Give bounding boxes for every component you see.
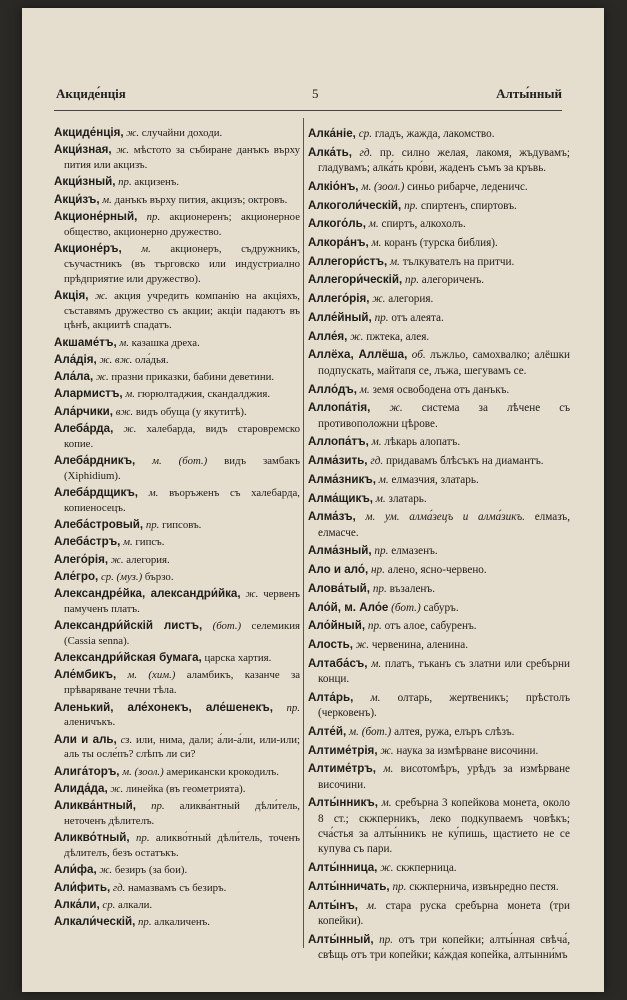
entry-headword: Аллегори́ческій, xyxy=(308,273,403,287)
entry-definition: гладъ, жажда, лакомство. xyxy=(374,128,495,140)
entry-grammar: пр. xyxy=(286,701,300,714)
entry-grammar: ср. xyxy=(358,128,373,140)
entry-grammar: м. ум. алма́зецъ и алма́зикъ. xyxy=(365,511,526,524)
dictionary-entry xyxy=(54,799,300,829)
entry-grammar: м. (хим.) xyxy=(127,669,176,682)
dictionary-entry xyxy=(308,145,570,177)
entry-grammar: гд. xyxy=(359,146,373,159)
entry-definition: червенина, аленина. xyxy=(371,639,469,651)
dictionary-entry xyxy=(54,518,300,533)
entry-definition: възаленъ. xyxy=(389,582,435,595)
dictionary-entry xyxy=(308,656,570,688)
entry-headword: Алига́торъ, xyxy=(54,764,120,778)
dictionary-entry xyxy=(308,216,570,232)
dictionary-entry xyxy=(308,637,570,653)
entry-grammar: м. xyxy=(119,336,129,349)
entry-definition: платъ, тъканъ съ златни или сребърни конци. xyxy=(318,657,571,686)
entry-grammar: ж. xyxy=(126,127,140,139)
dictionary-entry xyxy=(54,405,300,420)
entry-headword: Алкоголи́ческій, xyxy=(308,198,402,212)
dictionary-entry xyxy=(308,254,570,270)
dictionary-entry xyxy=(308,272,570,288)
entry-headword: Акци́зная, xyxy=(54,143,112,157)
entry-definition: акционеръ, съдружникъ, съучастникъ (въ търговско или индустриално прѣдприятие или дружество). xyxy=(64,242,301,285)
header-right-guide-word: Алты́нный xyxy=(496,86,562,101)
dictionary-entry xyxy=(54,668,300,698)
entry-definition: видъ обуща (у якутитѣ). xyxy=(135,405,247,418)
entry-grammar: пр. xyxy=(118,176,132,189)
dictionary-entry xyxy=(308,491,570,507)
entry-grammar: м. (зоол.) xyxy=(122,765,164,778)
entry-headword: Али и аль, xyxy=(54,732,117,746)
entry-definition: аликва́нтный дѣли́тель, неточенъ дѣлителъ. xyxy=(64,800,301,827)
entry-definition: акционеренъ; акционерное общество, акционерно дружество. xyxy=(64,210,300,238)
dictionary-entry xyxy=(308,761,570,793)
entry-grammar: м. xyxy=(125,388,135,401)
entry-grammar: м. xyxy=(371,436,382,449)
dictionary-entry xyxy=(308,291,570,307)
dictionary-entry xyxy=(308,879,570,895)
entry-headword: Алма́зить, xyxy=(308,454,368,468)
entry-headword: Алка́ніе, xyxy=(308,127,356,140)
header-rule xyxy=(54,110,562,111)
entry-definition: ола́дья. xyxy=(135,353,169,366)
entry-definition: червенъ памученъ платъ. xyxy=(64,588,301,615)
entry-headword: Акшаме́тъ, xyxy=(54,335,117,349)
entry-grammar: м. xyxy=(375,492,386,505)
entry-grammar: ж. xyxy=(380,862,394,875)
entry-definition: празни приказки, бабини деветини. xyxy=(111,371,275,384)
entry-grammar: пр. xyxy=(374,311,389,324)
entry-definition: мѣстото за събиране данъкъ върху пития или акцизъ. xyxy=(64,144,301,172)
entry-definition: отъ алеята. xyxy=(391,311,444,324)
entry-headword: Алты́нникъ, xyxy=(308,796,378,810)
entry-definition: царска хартия. xyxy=(204,652,272,665)
entry-headword: Алкора́нъ, xyxy=(308,236,369,250)
entry-headword: Александри́йскій листъ, xyxy=(54,619,203,633)
entry-headword: Алова́тый, xyxy=(308,581,371,595)
entry-definition: елмазъ, елмасче. xyxy=(318,511,571,539)
entry-definition: олтарь, жертвеникъ; прѣстолъ (черковенъ). xyxy=(318,691,571,720)
dictionary-entry xyxy=(54,370,300,385)
dictionary-entry xyxy=(54,863,300,878)
entry-headword: Алма́зный, xyxy=(308,544,372,558)
dictionary-entry xyxy=(54,193,300,208)
dictionary-entry xyxy=(308,310,570,326)
entry-grammar: пр. xyxy=(379,933,394,946)
dictionary-entry xyxy=(308,382,570,398)
entry-grammar: гд. xyxy=(112,881,126,894)
entry-grammar: м. xyxy=(383,763,394,776)
entry-headword: Алле́йный, xyxy=(308,310,372,324)
entry-definition: видъ замбакъ (Xiphidium). xyxy=(64,454,301,482)
entry-grammar: ж. xyxy=(99,864,113,877)
entry-headword: Алка́ли, xyxy=(54,897,100,911)
entry-headword: Алкали́ческій, xyxy=(54,915,136,928)
entry-headword: Алты́нничать, xyxy=(308,879,390,893)
entry-headword: Алеба́рдникъ, xyxy=(54,453,136,467)
entry-definition: аленичъкъ. xyxy=(64,716,116,729)
dictionary-entry xyxy=(308,179,570,195)
entry-grammar: ж. xyxy=(116,144,130,157)
entry-headword: Алло́дъ, xyxy=(308,382,357,396)
entry-grammar: м. xyxy=(359,383,370,396)
entry-definition: златарь. xyxy=(388,492,427,505)
entry-grammar: м. xyxy=(368,218,379,231)
entry-headword: Аликво́тный, xyxy=(54,831,130,845)
left-column xyxy=(54,126,300,932)
entry-headword: Алкого́ль, xyxy=(308,217,366,231)
entry-grammar: (бот.) xyxy=(391,601,421,614)
entry-grammar: ж. xyxy=(350,330,364,343)
dictionary-entry xyxy=(54,353,300,368)
dictionary-entry xyxy=(308,329,570,345)
entry-headword: Алтиме́трія, xyxy=(308,743,378,757)
entry-definition: спиртенъ, спиртовъ. xyxy=(420,199,517,212)
entry-headword: Али́фа, xyxy=(54,863,97,877)
entry-definition: безиръ (за бои). xyxy=(114,864,188,877)
entry-grammar: пр. xyxy=(405,274,419,287)
entry-definition: или, нима, дали; а́ли-а́ли, или-или; аль ты осле́пъ? слѣпъ ли си? xyxy=(64,733,300,761)
dictionary-entry xyxy=(54,336,300,351)
dictionary-entry xyxy=(54,765,300,780)
entry-definition: аликво́тный дѣли́тель, точенъ дѣлителъ, безъ остатъкъ. xyxy=(64,832,301,860)
entry-grammar: ж. xyxy=(123,422,137,435)
entry-definition: придавамъ блѣсъкъ на диамантъ. xyxy=(385,455,544,468)
entry-grammar: м. xyxy=(371,237,382,250)
entry-definition: алтея, ружа, елъръ слѣзъ. xyxy=(394,725,515,738)
entry-grammar: пр. xyxy=(372,582,387,595)
entry-grammar: пр. xyxy=(374,545,389,558)
entry-grammar: пр. xyxy=(367,620,382,633)
entry-headword: Ала́ла, xyxy=(54,370,94,384)
entry-definition: отъ алое, сабуренъ. xyxy=(384,620,477,633)
entry-headword: Алеба́стровый, xyxy=(54,518,144,532)
entry-definition: алегория. xyxy=(388,293,434,306)
entry-grammar: ср. xyxy=(102,898,116,911)
dictionary-entry xyxy=(54,831,300,861)
entry-headword: Али́фить, xyxy=(54,880,111,894)
entry-headword: Аликва́нтный, xyxy=(54,799,137,813)
entry-headword: Алле́я, xyxy=(308,329,348,343)
dictionary-entry xyxy=(54,553,300,568)
entry-definition: линейка (въ геометрията). xyxy=(125,782,246,795)
dictionary-entry xyxy=(308,618,570,634)
dictionary-entry xyxy=(54,289,300,334)
entry-headword: Акционе́рный, xyxy=(54,209,138,223)
entry-grammar: ж. xyxy=(372,293,386,306)
entry-grammar: пр. xyxy=(151,800,165,813)
entry-definition: пр. силно желая, лакомя, жъдувамъ; гладувамъ; алка́ть кро́ви, жаденъ съмъ за кръвь. xyxy=(318,146,571,175)
dictionary-entry xyxy=(54,915,300,930)
entry-headword: Аллопа́тія, xyxy=(308,401,371,415)
entry-definition: акция учредить компанію на акціяхъ, съставямъ дружество съ акции; акціи падаютъ въ цѣнѣ, акциитѣ спадатъ. xyxy=(64,289,300,332)
entry-definition: синьо рибарче, леденичс. xyxy=(407,180,528,193)
entry-headword: Алкіо́нъ, xyxy=(308,179,359,193)
entry-grammar: ж. xyxy=(380,744,394,757)
entry-definition: халебарда, видъ старовремско копие. xyxy=(64,422,300,450)
entry-headword: Алта́рь, xyxy=(308,690,354,704)
dictionary-entry xyxy=(54,898,300,913)
dictionary-entry xyxy=(308,795,570,857)
entry-grammar: м. xyxy=(102,193,112,206)
entry-grammar: сз. xyxy=(120,733,133,746)
entry-grammar: ж. вж. xyxy=(99,353,133,366)
entry-headword: Александри́йская бумага, xyxy=(54,651,202,665)
entry-headword: Алты́нница, xyxy=(308,861,378,875)
entry-headword: Алармистъ, xyxy=(54,387,123,401)
entry-definition: лъжльо, самохвалко; алёшки подпускать, майтапя се, лъжа, шегувамъ се. xyxy=(318,349,571,377)
dictionary-entry xyxy=(308,543,570,559)
entry-grammar: м. xyxy=(371,657,382,670)
dictionary-entry xyxy=(54,387,300,402)
entry-grammar: м. xyxy=(366,899,377,912)
entry-grammar: м. xyxy=(148,487,159,500)
entry-definition: гипсовъ. xyxy=(162,519,202,532)
entry-definition: селемикия (Cassia senna). xyxy=(64,620,301,647)
entry-headword: Алты́нъ, xyxy=(308,898,358,912)
entry-headword: Акція, xyxy=(54,288,89,302)
entry-definition: алкали. xyxy=(118,898,153,911)
entry-definition: скжпернича, извънредно пестя. xyxy=(409,880,559,893)
entry-headword: Ала́рчики, xyxy=(54,404,113,418)
entry-grammar: м. xyxy=(141,242,151,255)
entry-headword: Александре́йка, александри́йка, xyxy=(54,587,241,601)
dictionary-entry xyxy=(308,724,570,740)
entry-grammar: (бот.) xyxy=(212,620,242,633)
entry-definition: коранъ (турска библия). xyxy=(384,237,498,250)
running-header xyxy=(56,86,562,108)
entry-grammar: пр. xyxy=(392,880,407,893)
entry-definition: гюрюлтаджия, скандалджия. xyxy=(137,388,271,401)
dictionary-entry xyxy=(308,453,570,469)
entry-definition: елмазенъ. xyxy=(391,545,438,558)
entry-definition: тълкувателъ на притчи. xyxy=(402,255,515,268)
entry-headword: Але́гро, xyxy=(54,569,99,583)
entry-headword: Алтиме́тръ, xyxy=(308,762,377,776)
entry-definition: намазвамъ съ безиръ. xyxy=(127,881,227,894)
entry-headword: Аллопа́тъ, xyxy=(308,435,369,449)
entry-headword: Аллего́рія, xyxy=(308,292,370,306)
entry-grammar: пр. xyxy=(136,832,150,845)
entry-headword: Акци́зный, xyxy=(54,175,116,189)
entry-grammar: м. xyxy=(389,255,400,268)
entry-headword: Алте́й, xyxy=(308,724,347,738)
dictionary-entry xyxy=(308,235,570,251)
entry-grammar: ж. xyxy=(95,371,109,384)
entry-headword: Аллегори́стъ, xyxy=(308,254,388,268)
entry-definition: сребърна 3 копейкова монета, около 8 ст.; скжперникъ, леко подкупваемъ човѣкъ; сча́стья за алты́нникъ не ку́пишь, щастието не се купува съ пари. xyxy=(318,797,571,856)
dictionary-page xyxy=(22,8,604,992)
entry-grammar: ж. xyxy=(94,289,108,302)
entry-grammar: м. xyxy=(378,473,389,486)
right-column xyxy=(308,126,570,966)
entry-headword: Алость, xyxy=(308,638,353,651)
entry-grammar: м. (бот.) xyxy=(152,454,208,467)
entry-definition: пжтека, алея. xyxy=(366,330,430,343)
dictionary-entry xyxy=(54,454,300,484)
entry-headword: Алида́да, xyxy=(54,781,108,795)
entry-grammar: вж. xyxy=(115,405,134,418)
entry-definition: наука за измѣрване височини. xyxy=(396,744,539,757)
entry-headword: Ало́й, м. Ало́е xyxy=(308,600,389,614)
entry-headword: Алеба́рда, xyxy=(54,421,114,435)
dictionary-entry xyxy=(308,932,570,964)
entry-headword: Акциде́нція, xyxy=(54,126,124,139)
dictionary-entry xyxy=(308,400,570,432)
dictionary-entry xyxy=(308,347,570,379)
entry-grammar: гд. xyxy=(370,455,384,468)
entry-headword: Ало́йный, xyxy=(308,619,366,633)
entry-definition: висотомѣръ, урѣдъ за измѣрване височини. xyxy=(318,763,571,791)
dictionary-entry xyxy=(308,509,570,541)
entry-definition: лѣкарь алопатъ. xyxy=(384,436,461,449)
dictionary-entry xyxy=(308,472,570,488)
entry-headword: Алма́щикъ, xyxy=(308,491,373,505)
entry-definition: елмазчия, златарь. xyxy=(391,473,479,486)
dictionary-entry xyxy=(308,600,570,616)
entry-grammar: м. xyxy=(381,797,392,810)
dictionary-entry xyxy=(308,690,570,722)
entry-grammar: ж. xyxy=(110,553,124,566)
entry-headword: Ало и ало́, xyxy=(308,563,369,577)
dictionary-entry xyxy=(308,198,570,214)
entry-headword: Алеба́рдщикъ, xyxy=(54,486,139,500)
entry-definition: акцизенъ. xyxy=(134,176,180,189)
dictionary-entry xyxy=(54,175,300,190)
entry-definition: случайни доходи. xyxy=(141,127,223,139)
dictionary-entry xyxy=(308,562,570,578)
entry-grammar: пр. xyxy=(145,519,160,532)
entry-definition: американски крокодилъ. xyxy=(166,765,279,778)
entry-headword: Але́мбикъ, xyxy=(54,668,117,682)
dictionary-entry xyxy=(308,743,570,759)
dictionary-entry xyxy=(308,860,570,876)
entry-definition: спиртъ, алкохолъ. xyxy=(381,218,466,231)
dictionary-entry xyxy=(54,126,300,141)
entry-grammar: м. (бот.) xyxy=(349,725,392,738)
entry-definition: алено, ясно-червено. xyxy=(387,564,487,577)
entry-definition: земя освободена отъ данъкъ. xyxy=(372,383,510,396)
dictionary-entry xyxy=(54,587,300,617)
dictionary-entry xyxy=(54,701,300,731)
column-divider xyxy=(303,118,304,948)
entry-grammar: м. (зоол.) xyxy=(361,180,405,193)
dictionary-entry xyxy=(308,898,570,930)
entry-headword: Аленький, але́хонекъ, але́шенекъ, xyxy=(54,700,273,714)
entry-definition: скжперница. xyxy=(396,862,457,875)
entry-headword: Алка́ть, xyxy=(308,145,353,159)
entry-grammar: об. xyxy=(411,349,426,362)
dictionary-entry xyxy=(308,581,570,597)
dictionary-entry xyxy=(54,486,300,516)
dictionary-entry xyxy=(54,570,300,585)
entry-grammar: пр. xyxy=(138,916,152,928)
dictionary-entry xyxy=(54,651,300,666)
entry-grammar: нр. xyxy=(371,564,385,577)
entry-headword: Алеба́стръ, xyxy=(54,535,121,549)
entry-grammar: ср. (муз.) xyxy=(100,570,143,583)
entry-grammar: пр. xyxy=(146,210,161,223)
page-number: 5 xyxy=(312,86,319,101)
dictionary-entry xyxy=(54,733,300,763)
entry-headword: Алего́рія, xyxy=(54,552,109,566)
entry-grammar: ж. xyxy=(245,588,259,601)
dictionary-entry xyxy=(308,434,570,450)
entry-grammar: м. xyxy=(123,536,133,549)
entry-definition: система за лѣчене съ противоположни цѣрове. xyxy=(318,402,570,430)
entry-definition: алегориченъ. xyxy=(421,274,485,287)
entry-definition: сабуръ. xyxy=(423,601,459,614)
entry-headword: Алма́зъ, xyxy=(308,510,356,524)
entry-grammar: ж. xyxy=(110,782,124,795)
entry-definition: гипсъ. xyxy=(135,536,165,549)
entry-headword: Ала́дія, xyxy=(54,352,97,366)
dictionary-entry xyxy=(54,143,300,173)
entry-grammar: ж. xyxy=(355,639,370,651)
entry-definition: бързо. xyxy=(144,570,174,583)
dictionary-entry xyxy=(54,210,300,240)
entry-definition: алегория. xyxy=(126,553,170,566)
entry-definition: въоръженъ съ халебарда, копиеносецъ. xyxy=(64,487,300,514)
dictionary-entry xyxy=(54,782,300,797)
entry-definition: аламбикъ, казанче за прѣваряване течни тѣла. xyxy=(64,669,301,697)
entry-definition: стара руска сребърна монета (три копейки). xyxy=(318,899,571,928)
entry-definition: алкаличенъ. xyxy=(154,916,210,928)
entry-headword: Акционе́ръ, xyxy=(54,241,122,255)
entry-definition: казашка дреха. xyxy=(131,336,200,349)
entry-definition: отъ три копейки; алты́нная свѣча́, свѣщь отъ три копейки; ка́ждая копейка, алтынни́мъ xyxy=(318,933,571,962)
dictionary-entry xyxy=(54,881,300,896)
entry-headword: Аллёха, Аллёша, xyxy=(308,348,408,362)
entry-headword: Алтаба́съ, xyxy=(308,656,368,670)
entry-headword: Акци́зъ, xyxy=(54,192,100,206)
header-left-guide-word: Акциде́нція xyxy=(56,86,126,101)
entry-headword: Алты́нный, xyxy=(308,932,374,946)
dictionary-entry xyxy=(54,619,300,649)
dictionary-entry xyxy=(54,242,300,287)
dictionary-entry xyxy=(54,535,300,550)
entry-grammar: ж. xyxy=(389,402,403,415)
dictionary-entry xyxy=(54,422,300,452)
entry-grammar: пр. xyxy=(404,199,419,212)
entry-headword: Алма́зникъ, xyxy=(308,472,376,486)
entry-definition: данъкъ върху пития, акцизъ; октровъ. xyxy=(114,193,288,206)
dictionary-entry xyxy=(308,126,570,142)
entry-grammar: м. xyxy=(370,691,381,704)
